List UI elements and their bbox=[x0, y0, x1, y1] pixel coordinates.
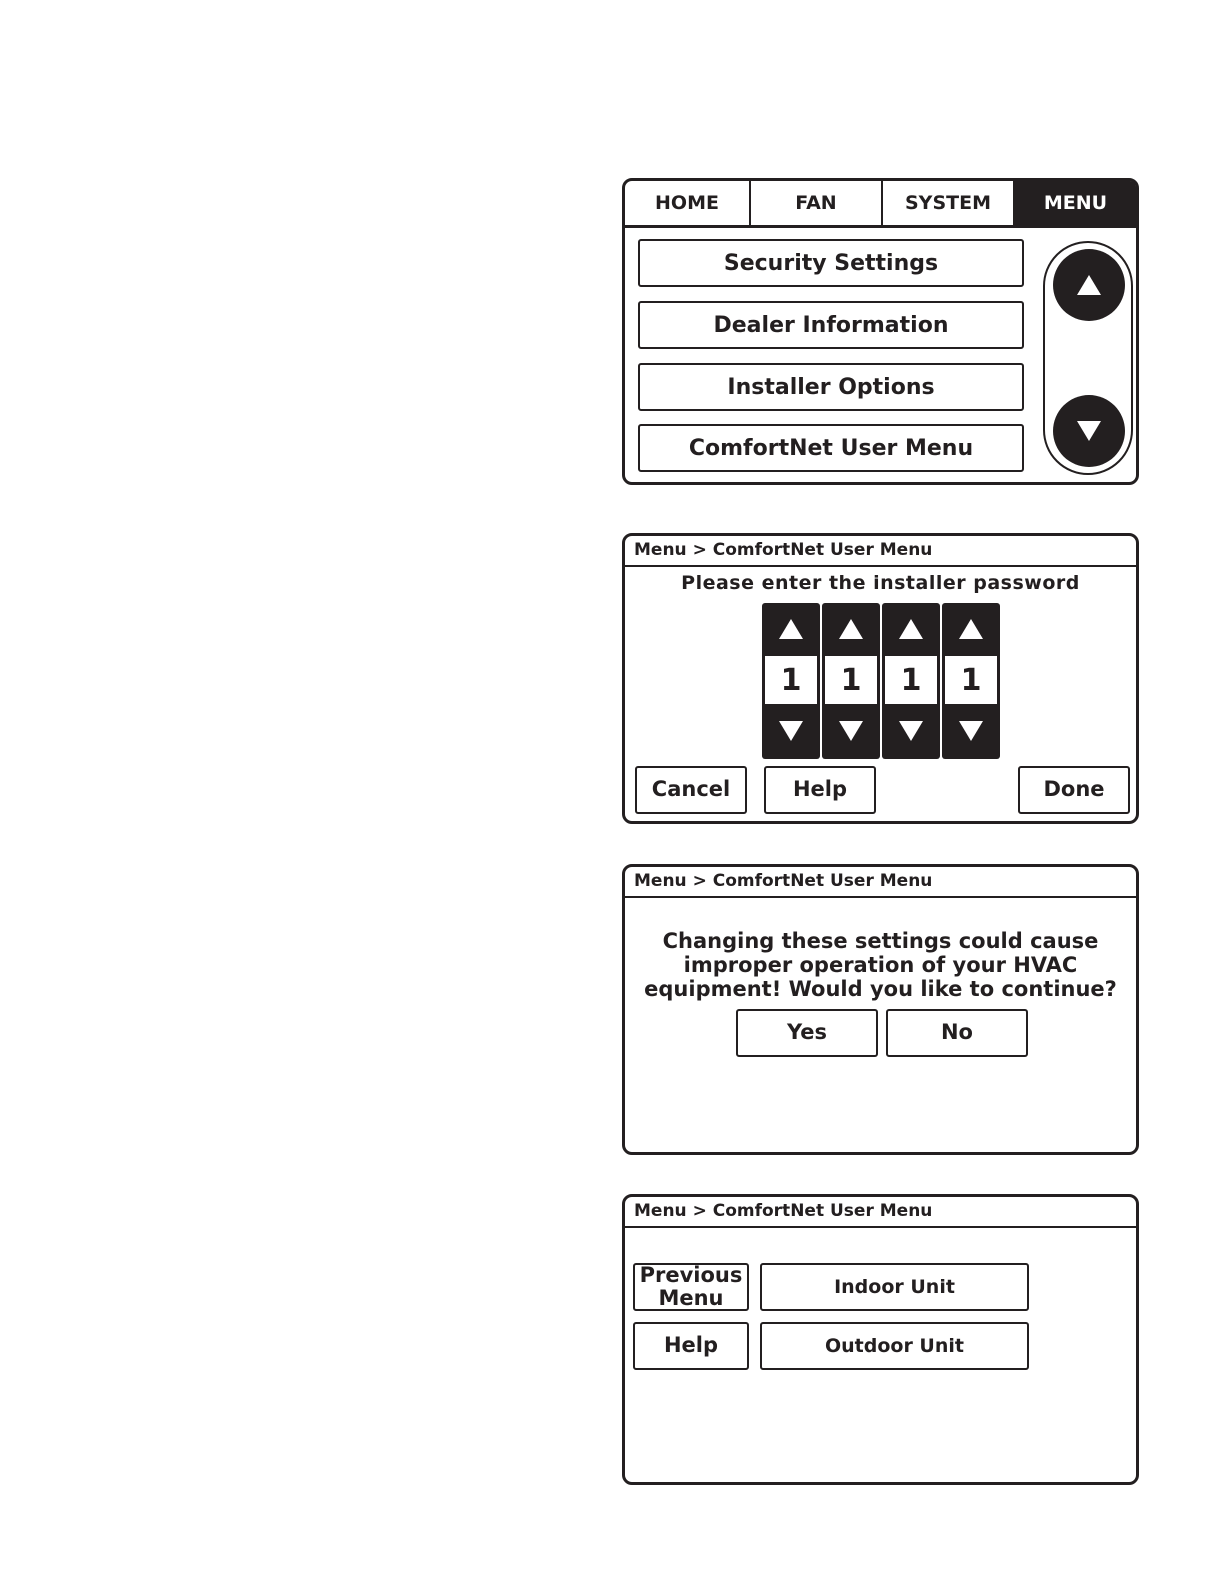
password-digit-1 bbox=[762, 603, 820, 759]
password-prompt: Please enter the installer password bbox=[681, 572, 1080, 594]
digit-2-down-button[interactable] bbox=[822, 705, 880, 757]
tab-menu[interactable]: MENU bbox=[1015, 181, 1136, 225]
triangle-up-icon bbox=[898, 618, 924, 640]
previous-menu-label-line2: Menu bbox=[658, 1286, 724, 1310]
help-button[interactable]: Help bbox=[764, 766, 876, 814]
scroll-up-button[interactable] bbox=[1053, 249, 1125, 321]
digit-1-value: 1 bbox=[765, 656, 817, 704]
confirm-screen bbox=[622, 864, 1139, 1155]
warning-message: Changing these settings could cause improper operation of your HVAC equipment! Would you like to continue? bbox=[644, 929, 1117, 1001]
digit-4-up-button[interactable] bbox=[942, 603, 1000, 655]
triangle-down-icon bbox=[778, 720, 804, 742]
digit-2-up-button[interactable] bbox=[822, 603, 880, 655]
digit-4-value: 1 bbox=[945, 656, 997, 704]
password-digit-3 bbox=[882, 603, 940, 759]
security-settings-button[interactable]: Security Settings bbox=[638, 239, 1024, 287]
no-button[interactable]: No bbox=[886, 1009, 1028, 1057]
digit-3-up-button[interactable] bbox=[882, 603, 940, 655]
breadcrumb: Menu > ComfortNet User Menu bbox=[625, 536, 1136, 567]
triangle-up-icon bbox=[838, 618, 864, 640]
scroll-control bbox=[1043, 241, 1133, 475]
digit-3-value: 1 bbox=[885, 656, 937, 704]
help-button[interactable]: Help bbox=[633, 1322, 749, 1370]
outdoor-unit-button[interactable]: Outdoor Unit bbox=[760, 1322, 1029, 1370]
triangle-down-icon bbox=[898, 720, 924, 742]
password-screen bbox=[622, 533, 1139, 824]
tab-fan[interactable]: FAN bbox=[751, 181, 883, 225]
comfortnet-user-menu-button[interactable]: ComfortNet User Menu bbox=[638, 424, 1024, 472]
comfortnet-menu-screen bbox=[622, 1194, 1139, 1485]
breadcrumb: Menu > ComfortNet User Menu bbox=[625, 867, 1136, 898]
installer-options-button[interactable]: Installer Options bbox=[638, 363, 1024, 411]
digit-1-down-button[interactable] bbox=[762, 705, 820, 757]
triangle-up-icon bbox=[958, 618, 984, 640]
digit-3-down-button[interactable] bbox=[882, 705, 940, 757]
digit-4-down-button[interactable] bbox=[942, 705, 1000, 757]
triangle-down-icon bbox=[958, 720, 984, 742]
triangle-down-icon bbox=[838, 720, 864, 742]
dealer-information-button[interactable]: Dealer Information bbox=[638, 301, 1024, 349]
cancel-button[interactable]: Cancel bbox=[635, 766, 747, 814]
tab-system[interactable]: SYSTEM bbox=[883, 181, 1015, 225]
password-digit-2 bbox=[822, 603, 880, 759]
yes-button[interactable]: Yes bbox=[736, 1009, 878, 1057]
previous-menu-button[interactable] bbox=[633, 1263, 749, 1311]
breadcrumb: Menu > ComfortNet User Menu bbox=[625, 1197, 1136, 1228]
digit-2-value: 1 bbox=[825, 656, 877, 704]
main-menu-screen bbox=[622, 178, 1139, 485]
triangle-up-icon bbox=[1075, 273, 1103, 297]
tab-home[interactable]: HOME bbox=[625, 181, 751, 225]
tab-bar bbox=[625, 181, 1136, 228]
previous-menu-label-line1: Previous bbox=[639, 1262, 743, 1287]
done-button[interactable]: Done bbox=[1018, 766, 1130, 814]
indoor-unit-button[interactable]: Indoor Unit bbox=[760, 1263, 1029, 1311]
scroll-down-button[interactable] bbox=[1053, 395, 1125, 467]
digit-1-up-button[interactable] bbox=[762, 603, 820, 655]
triangle-down-icon bbox=[1075, 419, 1103, 443]
triangle-up-icon bbox=[778, 618, 804, 640]
password-digit-4 bbox=[942, 603, 1000, 759]
